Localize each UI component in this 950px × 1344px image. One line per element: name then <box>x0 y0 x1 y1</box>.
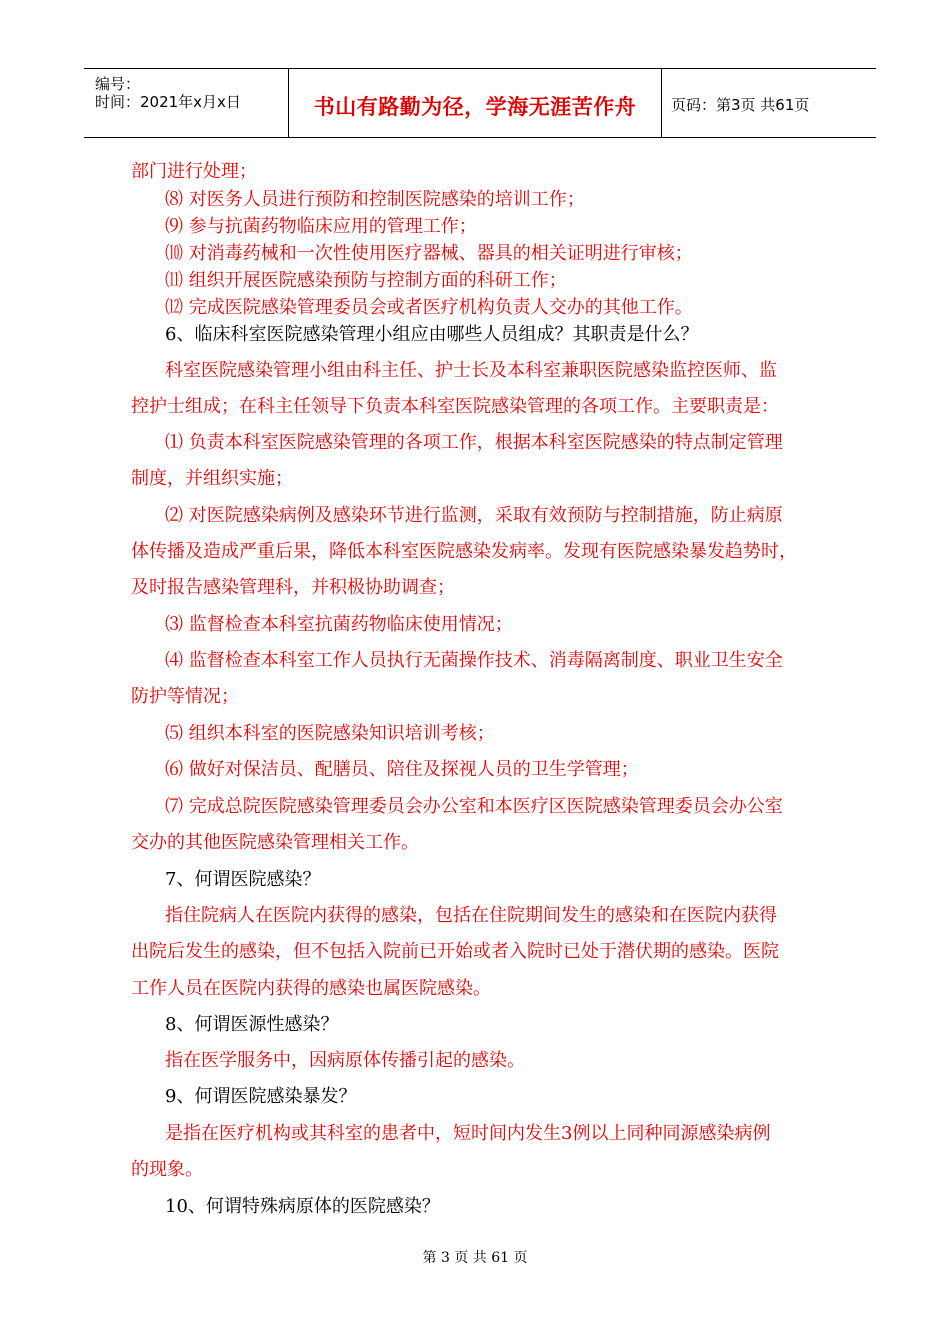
list-item: ⑷ 监督检查本科室工作人员执行无菌操作技术、消毒隔离制度、职业卫生安全 <box>165 650 783 671</box>
time-label: 时间：2021年x月x日 <box>95 93 241 111</box>
text-line: 部门进行处理； <box>131 161 257 182</box>
text-line: 交办的其他医院感染管理相关工作。 <box>131 832 419 853</box>
page-label: 页码：第3页 共61页 <box>671 96 810 114</box>
question-heading: 9、何谓医院感染暴发？ <box>165 1086 357 1107</box>
list-item: ⑵ 对医院感染病例及感染环节进行监测，采取有效预防与控制措施，防止病原 <box>165 505 783 526</box>
text-line: 体传播及造成严重后果，降低本科室医院感染发病率。发现有医院感染暴发趋势时， <box>131 541 797 562</box>
question-heading: 8、何谓医源性感染？ <box>165 1014 339 1035</box>
question-heading: 7、何谓医院感染？ <box>165 869 321 890</box>
text-line: 制度，并组织实施； <box>131 468 293 489</box>
header-info-cell <box>84 69 287 137</box>
list-item: ⑿ 完成医院感染管理委员会或者医疗机构负责人交办的其他工作。 <box>165 297 693 318</box>
motto: 书山有路勤为径，学海无涯苦作舟 <box>313 95 637 119</box>
text-line: 及时报告感染管理科，并积极协助调查； <box>131 577 455 598</box>
header-motto-cell <box>288 69 662 137</box>
list-item: ⑹ 做好对保洁员、配膳员、陪住及探视人员的卫生学管理； <box>165 759 639 780</box>
question-heading: 10、何谓特殊病原体的医院感染？ <box>165 1196 440 1217</box>
text-line: 是指在医疗机构或其科室的患者中，短时间内发生3例以上同种同源感染病例 <box>165 1123 771 1144</box>
list-item: ⑶ 监督检查本科室抗菌药物临床使用情况； <box>165 614 513 635</box>
text-line: 控护士组成；在科主任领导下负责本科室医院感染管理的各项工作。主要职责是： <box>131 396 779 417</box>
text-line: 防护等情况； <box>131 686 239 707</box>
text-line: 工作人员在医院内获得的感染也属医院感染。 <box>131 978 491 999</box>
list-item: ⑸ 组织本科室的医院感染知识培训考核； <box>165 723 495 744</box>
header-page-cell <box>661 69 876 137</box>
text-line: 的现象。 <box>131 1159 203 1180</box>
list-item: ⑾ 组织开展医院感染预防与控制方面的科研工作； <box>165 270 567 291</box>
question-heading: 6、临床科室医院感染管理小组应由哪些人员组成？其职责是什么？ <box>165 324 699 345</box>
list-item: ⑻ 对医务人员进行预防和控制医院感染的培训工作； <box>165 189 585 210</box>
text-line: 指在医学服务中，因病原体传播引起的感染。 <box>165 1050 525 1071</box>
list-item: ⑽ 对消毒药械和一次性使用医疗器械、器具的相关证明进行审核； <box>165 243 693 264</box>
text-line: 指住院病人在医院内获得的感染，包括在住院期间发生的感染和在医院内获得 <box>165 905 777 926</box>
text-line: 出院后发生的感染，但不包括入院前已开始或者入院时已处于潜伏期的感染。医院 <box>131 941 779 962</box>
page-header <box>84 68 876 138</box>
list-item: ⑴ 负责本科室医院感染管理的各项工作，根据本科室医院感染的特点制定管理 <box>165 432 783 453</box>
page-footer: 第 3 页 共 61 页 <box>422 1250 528 1266</box>
text-line: 科室医院感染管理小组由科主任、护士长及本科室兼职医院感染监控医师、监 <box>165 360 777 381</box>
number-label: 编号： <box>95 75 141 93</box>
list-item: ⑺ 完成总院医院感染管理委员会办公室和本医疗区医院感染管理委员会办公室 <box>165 796 783 817</box>
list-item: ⑼ 参与抗菌药物临床应用的管理工作； <box>165 216 477 237</box>
